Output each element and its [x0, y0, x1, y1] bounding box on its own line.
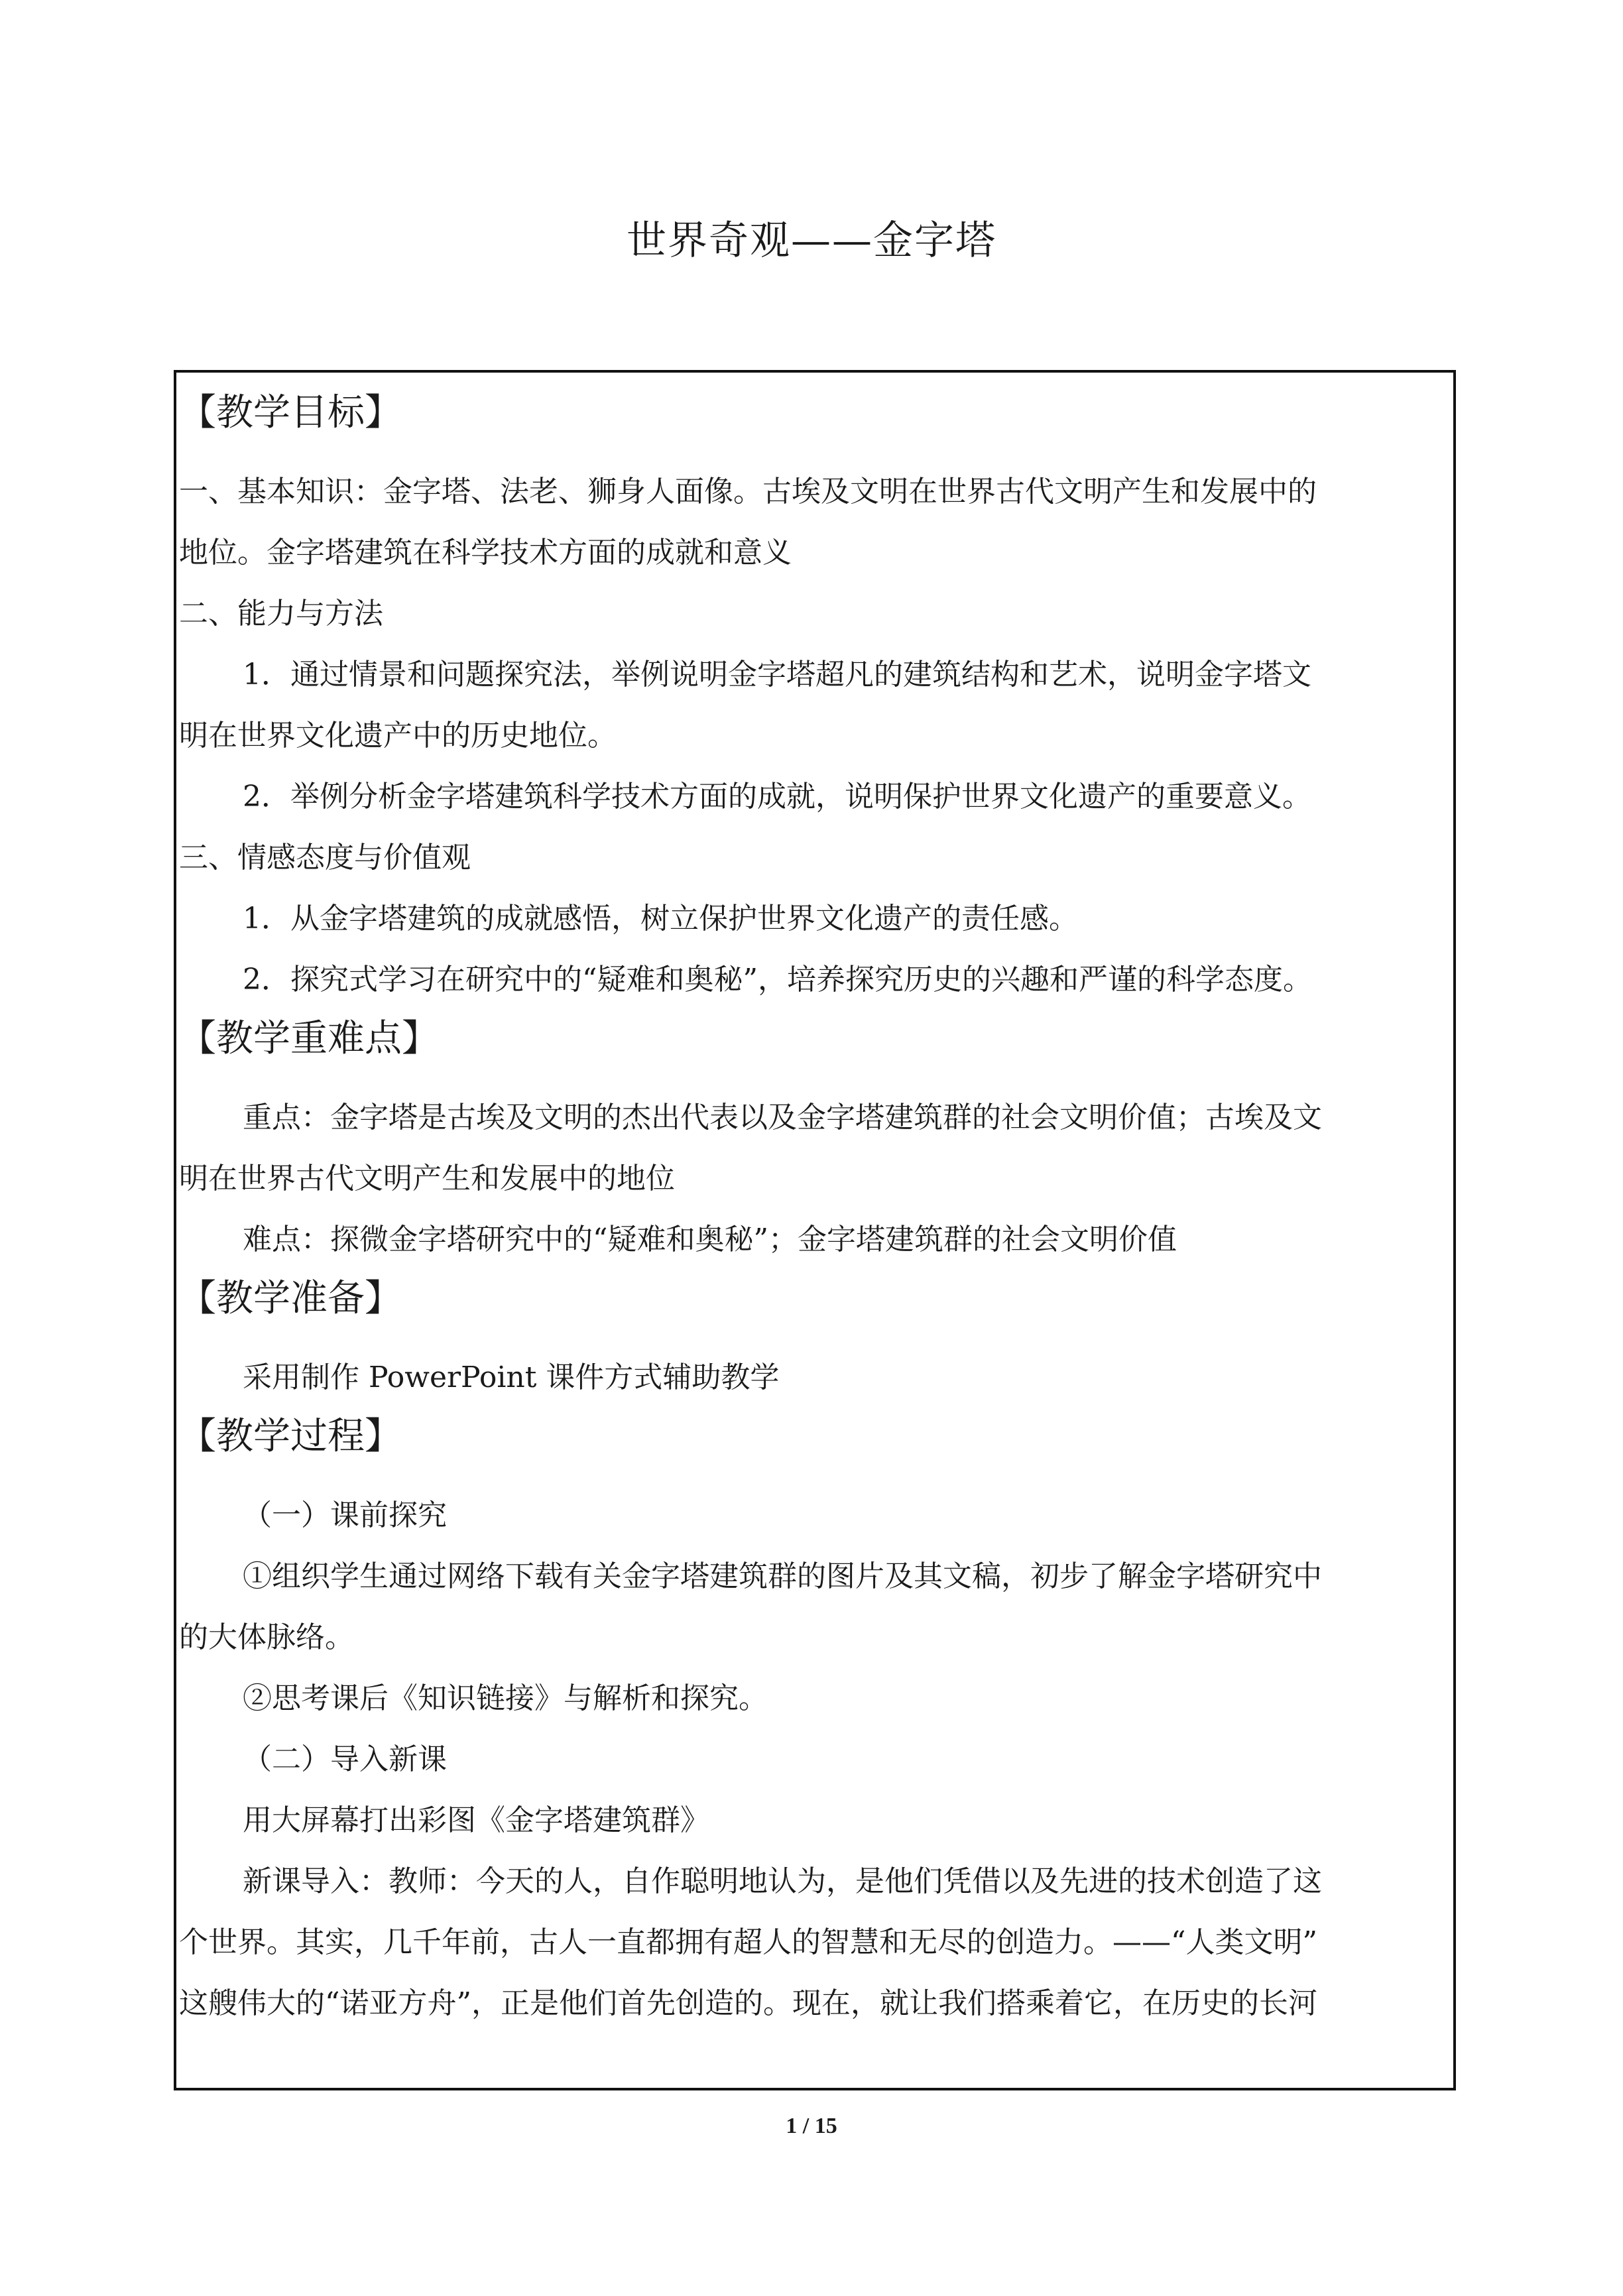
process-line-5: （二）导入新课 [243, 1742, 447, 1776]
page-number: 1 / 15 [786, 2114, 837, 2138]
section-heading-objectives: 【教学目标】 [179, 391, 402, 434]
process-line-3: 的大体脉络。 [179, 1620, 354, 1654]
process-line-2: ①组织学生通过网络下载有关金字塔建筑群的图片及其文稿，初步了解金字塔研究中 [243, 1559, 1322, 1593]
key-points-line-2: 明在世界古代文明产生和发展中的地位 [179, 1162, 675, 1195]
content-body [179, 373, 1453, 2034]
page-title: 世界奇观——金字塔 [627, 217, 996, 264]
objectives-line-6: 2．举例分析金字塔建筑科学技术方面的成就，说明保护世界文化遗产的重要意义。 [243, 780, 1311, 814]
key-points-line-1: 重点：金字塔是古埃及文明的杰出代表以及金字塔建筑群的社会文明价值；古埃及文 [243, 1101, 1322, 1134]
process-line-9: 这艘伟大的“诺亚方舟”，正是他们首先创造的。现在，就让我们搭乘着它，在历史的长河 [179, 1986, 1317, 2020]
objectives-line-3: 二、能力与方法 [179, 597, 383, 631]
process-line-8: 个世界。其实，几千年前，古人一直都拥有超人的智慧和无尽的创造力。——“人类文明” [179, 1925, 1317, 1959]
process-line-4: ②思考课后《知识链接》与解析和探究。 [243, 1681, 768, 1715]
process-line-1: （一）课前探究 [243, 1498, 447, 1532]
objectives-line-2: 地位。金字塔建筑在科学技术方面的成就和意义 [179, 536, 792, 570]
preparation-line-1: 采用制作 PowerPoint 课件方式辅助教学 [243, 1360, 780, 1394]
objectives-line-4: 1．通过情景和问题探究法，举例说明金字塔超凡的建筑结构和艺术，说明金字塔文 [243, 658, 1311, 692]
objectives-line-5: 明在世界文化遗产中的历史地位。 [179, 719, 617, 753]
section-heading-process: 【教学过程】 [179, 1415, 402, 1458]
objectives-line-1: 一、基本知识：金字塔、法老、狮身人面像。古埃及文明在世界古代文明产生和发展中的 [179, 475, 1317, 509]
objectives-line-7: 三、情感态度与价值观 [179, 841, 471, 875]
section-heading-key-points: 【教学重难点】 [179, 1017, 439, 1060]
process-line-7: 新课导入：教师：今天的人，自作聪明地认为，是他们凭借以及先进的技术创造了这 [243, 1864, 1322, 1898]
section-heading-preparation: 【教学准备】 [179, 1277, 402, 1320]
key-points-line-3: 难点：探微金字塔研究中的“疑难和奥秘”；金字塔建筑群的社会文明价值 [243, 1223, 1177, 1256]
objectives-line-9: 2．探究式学习在研究中的“疑难和奥秘”，培养探究历史的兴趣和严谨的科学态度。 [243, 963, 1312, 997]
process-line-6: 用大屏幕打出彩图《金字塔建筑群》 [243, 1803, 709, 1837]
content-frame [174, 370, 1456, 2090]
objectives-line-8: 1．从金字塔建筑的成就感悟，树立保护世界文化遗产的责任感。 [243, 902, 1078, 936]
